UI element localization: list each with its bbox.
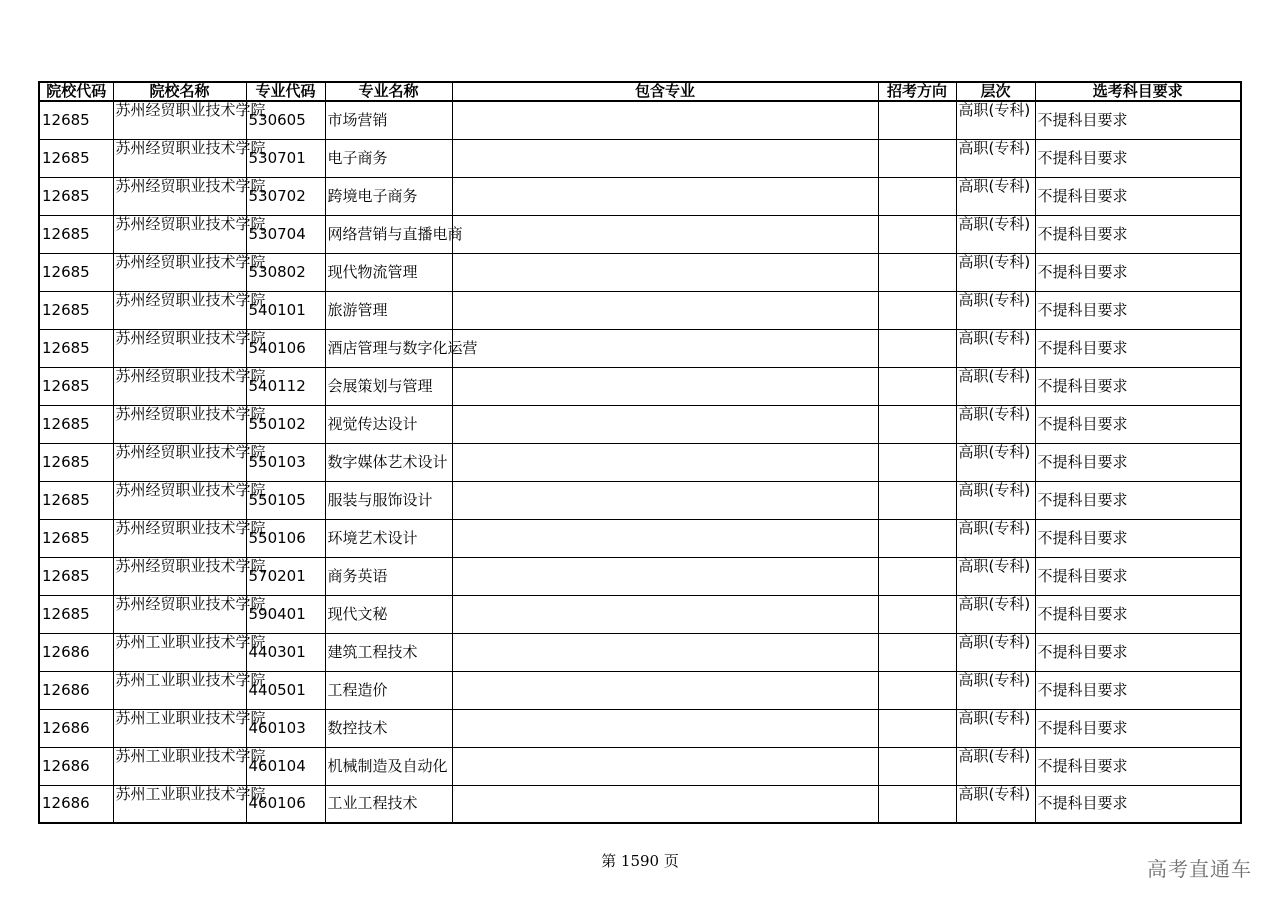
cell-major-code: 440501 <box>246 671 325 709</box>
cell-included-majors <box>452 595 878 633</box>
cell-included-majors <box>452 671 878 709</box>
cell-major-code: 540101 <box>246 291 325 329</box>
cell-school-name: 苏州经贸职业技术学院 <box>113 101 246 139</box>
cell-level: 高职(专科) <box>956 785 1035 823</box>
cell-school-code: 12685 <box>39 443 113 481</box>
cell-major-code: 530802 <box>246 253 325 291</box>
cell-school-name: 苏州经贸职业技术学院 <box>113 481 246 519</box>
table-row <box>39 215 1241 253</box>
cell-major-code: 530605 <box>246 101 325 139</box>
cell-admission-direction <box>878 405 956 443</box>
cell-school-code: 12685 <box>39 215 113 253</box>
cell-major-code: 460106 <box>246 785 325 823</box>
table-row <box>39 329 1241 367</box>
cell-major-code: 570201 <box>246 557 325 595</box>
cell-school-name: 苏州经贸职业技术学院 <box>113 253 246 291</box>
cell-subject-requirement: 不提科目要求 <box>1035 215 1241 253</box>
cell-level: 高职(专科) <box>956 253 1035 291</box>
cell-major-name: 跨境电子商务 <box>325 177 452 215</box>
cell-school-code: 12685 <box>39 595 113 633</box>
cell-major-name: 市场营销 <box>325 101 452 139</box>
header-level: 层次 <box>956 82 1035 101</box>
cell-school-name: 苏州工业职业技术学院 <box>113 671 246 709</box>
cell-level: 高职(专科) <box>956 177 1035 215</box>
cell-included-majors <box>452 253 878 291</box>
cell-school-name: 苏州经贸职业技术学院 <box>113 215 246 253</box>
page-number: 第 1590 页 <box>601 852 679 870</box>
header-subject-requirement: 选考科目要求 <box>1035 82 1241 101</box>
cell-school-code: 12685 <box>39 405 113 443</box>
table-row <box>39 557 1241 595</box>
cell-major-name: 视觉传达设计 <box>325 405 452 443</box>
cell-school-code: 12685 <box>39 557 113 595</box>
cell-school-name: 苏州经贸职业技术学院 <box>113 557 246 595</box>
cell-subject-requirement: 不提科目要求 <box>1035 405 1241 443</box>
table-row <box>39 405 1241 443</box>
cell-school-name: 苏州经贸职业技术学院 <box>113 291 246 329</box>
cell-level: 高职(专科) <box>956 633 1035 671</box>
cell-level: 高职(专科) <box>956 671 1035 709</box>
cell-level: 高职(专科) <box>956 101 1035 139</box>
cell-admission-direction <box>878 139 956 177</box>
cell-subject-requirement: 不提科目要求 <box>1035 291 1241 329</box>
cell-school-code: 12685 <box>39 291 113 329</box>
cell-school-code: 12685 <box>39 329 113 367</box>
cell-included-majors <box>452 405 878 443</box>
cell-school-code: 12685 <box>39 519 113 557</box>
cell-school-name: 苏州经贸职业技术学院 <box>113 367 246 405</box>
table-row <box>39 633 1241 671</box>
cell-subject-requirement: 不提科目要求 <box>1035 367 1241 405</box>
cell-school-name: 苏州经贸职业技术学院 <box>113 519 246 557</box>
cell-subject-requirement: 不提科目要求 <box>1035 671 1241 709</box>
cell-major-name: 网络营销与直播电商 <box>325 215 452 253</box>
cell-admission-direction <box>878 785 956 823</box>
cell-school-code: 12685 <box>39 177 113 215</box>
cell-school-code: 12686 <box>39 785 113 823</box>
cell-major-code: 440301 <box>246 633 325 671</box>
cell-school-code: 12686 <box>39 709 113 747</box>
cell-major-code: 550102 <box>246 405 325 443</box>
cell-admission-direction <box>878 101 956 139</box>
cell-subject-requirement: 不提科目要求 <box>1035 785 1241 823</box>
cell-admission-direction <box>878 481 956 519</box>
cell-major-code: 460103 <box>246 709 325 747</box>
cell-subject-requirement: 不提科目要求 <box>1035 177 1241 215</box>
header-row <box>39 82 1241 101</box>
cell-level: 高职(专科) <box>956 481 1035 519</box>
cell-admission-direction <box>878 519 956 557</box>
cell-subject-requirement: 不提科目要求 <box>1035 519 1241 557</box>
cell-admission-direction <box>878 291 956 329</box>
cell-major-code: 530704 <box>246 215 325 253</box>
table-row <box>39 177 1241 215</box>
cell-level: 高职(专科) <box>956 557 1035 595</box>
cell-major-name: 会展策划与管理 <box>325 367 452 405</box>
cell-level: 高职(专科) <box>956 519 1035 557</box>
cell-school-code: 12685 <box>39 139 113 177</box>
cell-school-name: 苏州工业职业技术学院 <box>113 785 246 823</box>
table-row <box>39 253 1241 291</box>
cell-subject-requirement: 不提科目要求 <box>1035 633 1241 671</box>
cell-admission-direction <box>878 595 956 633</box>
table-row <box>39 709 1241 747</box>
table-row <box>39 101 1241 139</box>
cell-admission-direction <box>878 557 956 595</box>
cell-included-majors <box>452 557 878 595</box>
cell-included-majors <box>452 785 878 823</box>
cell-level: 高职(专科) <box>956 215 1035 253</box>
table-row <box>39 595 1241 633</box>
cell-included-majors <box>452 519 878 557</box>
cell-admission-direction <box>878 747 956 785</box>
cell-included-majors <box>452 101 878 139</box>
cell-included-majors <box>452 747 878 785</box>
cell-major-name: 工业工程技术 <box>325 785 452 823</box>
cell-subject-requirement: 不提科目要求 <box>1035 709 1241 747</box>
table-row <box>39 747 1241 785</box>
cell-school-name: 苏州经贸职业技术学院 <box>113 139 246 177</box>
cell-school-code: 12686 <box>39 747 113 785</box>
cell-major-name: 商务英语 <box>325 557 452 595</box>
cell-school-code: 12686 <box>39 633 113 671</box>
table-row <box>39 785 1241 823</box>
cell-included-majors <box>452 633 878 671</box>
table-row <box>39 671 1241 709</box>
cell-major-name: 电子商务 <box>325 139 452 177</box>
cell-level: 高职(专科) <box>956 709 1035 747</box>
cell-admission-direction <box>878 215 956 253</box>
cell-major-name: 旅游管理 <box>325 291 452 329</box>
cell-subject-requirement: 不提科目要求 <box>1035 101 1241 139</box>
cell-school-code: 12685 <box>39 253 113 291</box>
cell-school-name: 苏州工业职业技术学院 <box>113 709 246 747</box>
cell-included-majors <box>452 709 878 747</box>
table-body <box>39 101 1241 823</box>
table-row <box>39 291 1241 329</box>
cell-major-name: 酒店管理与数字化运营 <box>325 329 452 367</box>
cell-major-code: 460104 <box>246 747 325 785</box>
header-major-code: 专业代码 <box>246 82 325 101</box>
cell-admission-direction <box>878 329 956 367</box>
cell-admission-direction <box>878 177 956 215</box>
cell-major-code: 590401 <box>246 595 325 633</box>
header-major-name: 专业名称 <box>325 82 452 101</box>
header-admission-direction: 招考方向 <box>878 82 956 101</box>
cell-major-name: 数控技术 <box>325 709 452 747</box>
cell-major-code: 530702 <box>246 177 325 215</box>
cell-included-majors <box>452 329 878 367</box>
header-school-name: 院校名称 <box>113 82 246 101</box>
cell-admission-direction <box>878 709 956 747</box>
table-row <box>39 519 1241 557</box>
cell-level: 高职(专科) <box>956 747 1035 785</box>
cell-subject-requirement: 不提科目要求 <box>1035 253 1241 291</box>
cell-level: 高职(专科) <box>956 595 1035 633</box>
cell-included-majors <box>452 481 878 519</box>
cell-included-majors <box>452 139 878 177</box>
cell-school-name: 苏州工业职业技术学院 <box>113 747 246 785</box>
cell-level: 高职(专科) <box>956 139 1035 177</box>
header-school-code: 院校代码 <box>39 82 113 101</box>
cell-major-code: 550106 <box>246 519 325 557</box>
cell-major-code: 540112 <box>246 367 325 405</box>
table-row <box>39 443 1241 481</box>
cell-subject-requirement: 不提科目要求 <box>1035 557 1241 595</box>
cell-subject-requirement: 不提科目要求 <box>1035 139 1241 177</box>
cell-subject-requirement: 不提科目要求 <box>1035 747 1241 785</box>
cell-school-code: 12685 <box>39 101 113 139</box>
cell-admission-direction <box>878 671 956 709</box>
cell-level: 高职(专科) <box>956 443 1035 481</box>
cell-major-code: 530701 <box>246 139 325 177</box>
cell-admission-direction <box>878 367 956 405</box>
cell-school-name: 苏州经贸职业技术学院 <box>113 595 246 633</box>
cell-major-code: 540106 <box>246 329 325 367</box>
cell-admission-direction <box>878 253 956 291</box>
cell-school-name: 苏州经贸职业技术学院 <box>113 329 246 367</box>
cell-admission-direction <box>878 443 956 481</box>
cell-level: 高职(专科) <box>956 405 1035 443</box>
cell-major-name: 工程造价 <box>325 671 452 709</box>
cell-level: 高职(专科) <box>956 329 1035 367</box>
cell-level: 高职(专科) <box>956 367 1035 405</box>
cell-major-name: 现代文秘 <box>325 595 452 633</box>
cell-major-code: 550105 <box>246 481 325 519</box>
cell-school-name: 苏州经贸职业技术学院 <box>113 443 246 481</box>
cell-subject-requirement: 不提科目要求 <box>1035 443 1241 481</box>
cell-school-name: 苏州经贸职业技术学院 <box>113 405 246 443</box>
cell-major-name: 服装与服饰设计 <box>325 481 452 519</box>
cell-subject-requirement: 不提科目要求 <box>1035 481 1241 519</box>
cell-admission-direction <box>878 633 956 671</box>
cell-major-name: 建筑工程技术 <box>325 633 452 671</box>
cell-included-majors <box>452 177 878 215</box>
table-row <box>39 367 1241 405</box>
header-included-majors: 包含专业 <box>452 82 878 101</box>
table-row <box>39 139 1241 177</box>
cell-included-majors <box>452 291 878 329</box>
cell-subject-requirement: 不提科目要求 <box>1035 329 1241 367</box>
table-row <box>39 481 1241 519</box>
cell-subject-requirement: 不提科目要求 <box>1035 595 1241 633</box>
cell-major-name: 数字媒体艺术设计 <box>325 443 452 481</box>
watermark-text: 高考直通车 <box>1147 857 1252 881</box>
cell-included-majors <box>452 215 878 253</box>
cell-school-name: 苏州工业职业技术学院 <box>113 633 246 671</box>
cell-school-code: 12686 <box>39 671 113 709</box>
admissions-table <box>38 81 1242 824</box>
table-header <box>39 82 1241 101</box>
cell-major-code: 550103 <box>246 443 325 481</box>
cell-level: 高职(专科) <box>956 291 1035 329</box>
cell-school-code: 12685 <box>39 481 113 519</box>
cell-school-name: 苏州经贸职业技术学院 <box>113 177 246 215</box>
cell-school-code: 12685 <box>39 367 113 405</box>
cell-major-name: 环境艺术设计 <box>325 519 452 557</box>
cell-major-name: 现代物流管理 <box>325 253 452 291</box>
cell-included-majors <box>452 443 878 481</box>
cell-included-majors <box>452 367 878 405</box>
cell-major-name: 机械制造及自动化 <box>325 747 452 785</box>
